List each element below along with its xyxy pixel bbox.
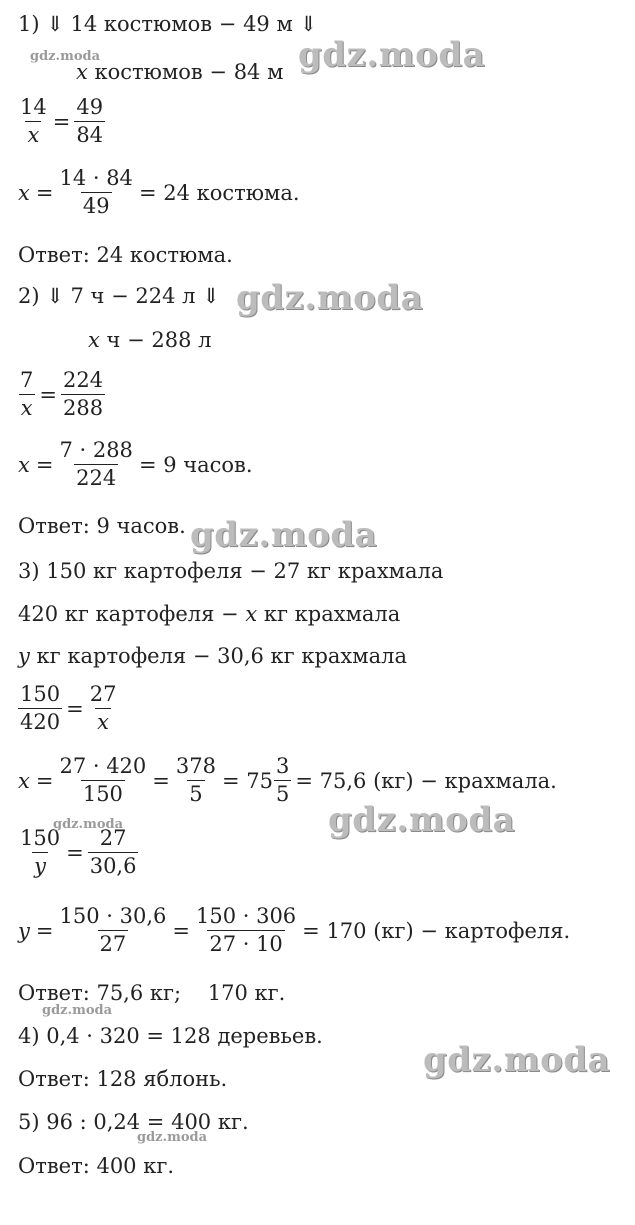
p2-line2: x ч − 288 л	[88, 328, 212, 352]
p2-solution: x = $\frac{7 \cdot 288}{224}$ = 9 часов.	[18, 438, 253, 490]
watermark-small: gdz.moda	[137, 1130, 208, 1145]
watermark-small: gdz.moda	[53, 817, 124, 832]
fraction: $\frac{224}{288}$	[62, 368, 104, 420]
watermark: gdz.moda	[236, 278, 424, 318]
fraction: $\frac{3}{5}$	[276, 754, 290, 806]
fraction: $\frac{27}{x}$	[89, 682, 117, 734]
p2-answer: Ответ: 9 часов.	[18, 514, 186, 538]
fraction: $\frac{7}{x}$	[20, 368, 34, 420]
p3-proportion-y: $\frac{150}{y}$ = $\frac{27}{30,6}$	[20, 826, 137, 878]
watermark-small: gdz.moda	[30, 49, 101, 64]
p1-line1: 1) ⇓ 14 костюмов − 49 м ⇓	[18, 12, 318, 36]
fraction: $\frac{14 \cdot 84}{49}$	[59, 166, 133, 218]
p3-line1: 3) 150 кг картофеля − 27 кг крахмала	[18, 559, 444, 583]
fraction: $\frac{27 \cdot 420}{150}$	[59, 754, 147, 806]
p4-line1: 4) 0,4 · 320 = 128 деревьев.	[18, 1024, 323, 1048]
fraction: $\frac{150 \cdot 306}{27 \cdot 10}$	[195, 904, 297, 956]
fraction: $\frac{150 \cdot 30,6}{27}$	[59, 904, 167, 956]
p5-line1: 5) 96 : 0,24 = 400 кг.	[18, 1110, 249, 1134]
p1-answer: Ответ: 24 костюма.	[18, 243, 233, 267]
p1-line2-text: костюмов − 84 м	[87, 60, 284, 84]
p1-proportion: $\frac{14}{x}$ = $\frac{49}{84}$	[20, 95, 104, 147]
watermark-small: gdz.moda	[42, 1003, 113, 1018]
fraction: $\frac{27}{30,6}$	[89, 826, 137, 878]
p2-proportion: $\frac{7}{x}$ = $\frac{224}{288}$	[20, 368, 104, 420]
fraction: $\frac{7 \cdot 288}{224}$	[59, 438, 133, 490]
p3-solution-x: x = $\frac{27 \cdot 420}{150}$ = $\frac{378}{5}$ = 75 $\frac{3}{5}$ = 75,6 (кг) − крахмала.	[18, 754, 557, 806]
fraction: $\frac{150}{y}$	[20, 826, 61, 878]
watermark: gdz.moda	[190, 515, 378, 555]
p5-answer: Ответ: 400 кг.	[18, 1154, 175, 1178]
fraction: $\frac{49}{84}$	[76, 95, 104, 147]
p3-solution-y: y = $\frac{150 \cdot 30,6}{27}$ = $\frac{150 \cdot 306}{27 \cdot 10}$ = 170 (кг) − картофеля.	[18, 904, 571, 956]
watermark: gdz.moda	[298, 35, 486, 75]
p3-line3: y кг картофеля − 30,6 кг крахмала	[18, 644, 407, 668]
p3-proportion-x: $\frac{150}{420}$ = $\frac{27}{x}$	[20, 682, 117, 734]
p3-answer: Ответ: 75,6 кг; 170 кг.	[18, 981, 286, 1005]
fraction: $\frac{378}{5}$	[175, 754, 216, 806]
watermark: gdz.moda	[328, 800, 516, 840]
p2-line1: 2) ⇓ 7 ч − 224 л ⇓	[18, 284, 220, 308]
p1-solution: x = $\frac{14 \cdot 84}{49}$ = 24 костюма.	[18, 166, 300, 218]
watermark: gdz.moda	[423, 1040, 611, 1080]
p4-answer: Ответ: 128 яблонь.	[18, 1067, 228, 1091]
var-x: x	[76, 60, 88, 84]
p3-line2: 420 кг картофеля − x кг крахмала	[18, 602, 401, 626]
fraction: $\frac{14}{x}$	[20, 95, 47, 147]
p1-line2	[76, 62, 283, 83]
fraction: $\frac{150}{420}$	[20, 682, 61, 734]
